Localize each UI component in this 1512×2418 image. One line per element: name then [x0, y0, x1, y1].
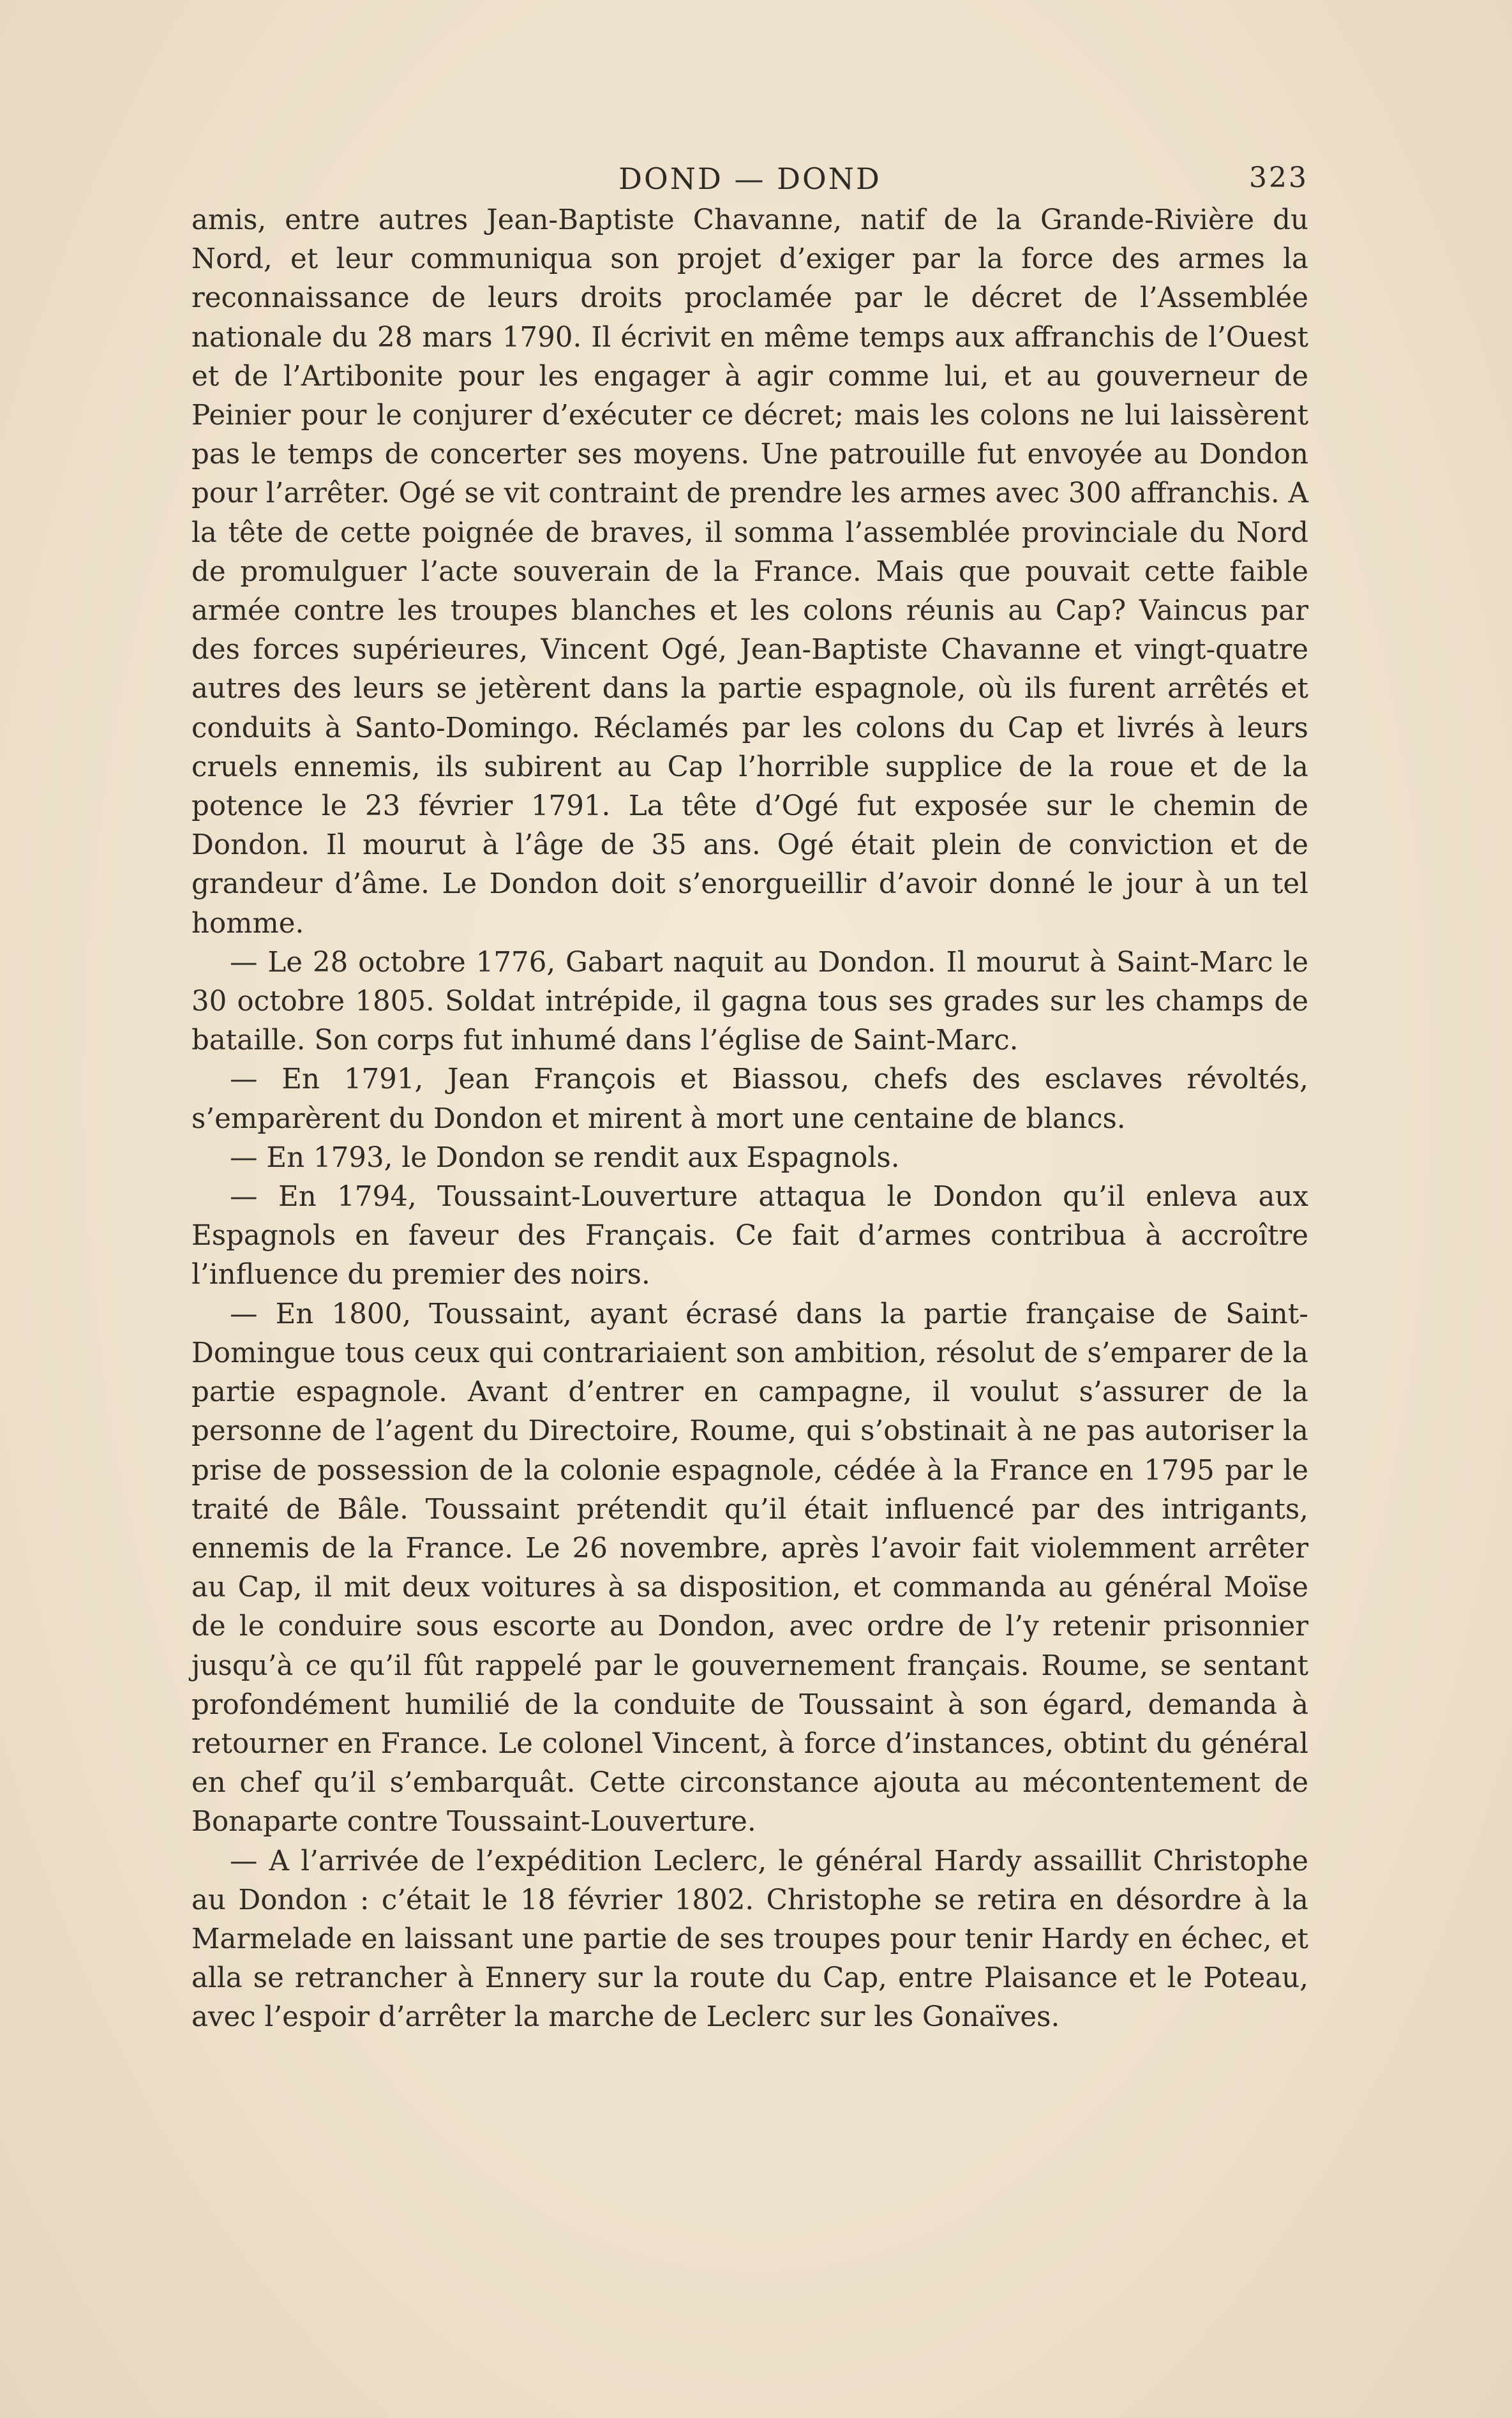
page-text-block	[191, 150, 1308, 2038]
paragraph-1802-leclerc: — A l’arrivée de l’expédition Leclerc, le général Hardy assaillit Christophe au Dondon : c’était le 18 février 1802. Christophe se retira en désordre à la Marmelade en laissant une partie de ses troupes pour tenir Hardy en échec, et alla se retrancher à Ennery sur la route du Cap, entre Plaisance et le Poteau, avec l’espoir d’arrêter la marche de Leclerc sur les Gonaïves.	[191, 1845, 1308, 2034]
paragraph-1793-spanish: — En 1793, le Dondon se rendit aux Espagnols.	[230, 1141, 900, 1174]
paragraph-gabart-1776: — Le 28 octobre 1776, Gabart naquit au Dondon. Il mourut à Saint-Marc le 30 octobre 1805. Soldat intrépide, il gagna tous ses grades sur les champs de bataille. Son corps fut inhumé dans l’église de Saint-Marc.	[191, 946, 1308, 1057]
page-number: 323	[1249, 161, 1308, 194]
paragraph-oge-continuation: amis, entre autres Jean-Baptiste Chavanne, natif de la Grande-Rivière du Nord, et leur communiqua son projet d’exiger par la force des armes la reconnaissance de leurs droits proclamée par le décret de l’Assemblée nationale du 28 mars 1790. Il écrivit en même temps aux affranchis de l’Ouest et de l’Artibonite pour les engager à agir comme lui, et au gouverneur de Peinier pour le conjurer d’exécuter ce décret; mais les colons ne lui laissèrent pas le temps de concerter ses moyens. Une patrouille fut envoyée au Dondon pour l’arrêter. Ogé se vit contraint de prendre les armes avec 300 affranchis. A la tête de cette poignée de braves, il somma l’assemblée provinciale du Nord de promulguer l’acte souverain de la France. Mais que pouvait cette faible armée contre les troupes blanches et les colons réunis au Cap? Vaincus par des forces supérieures, Vincent Ogé, Jean-Baptiste Chavanne et vingt-quatre autres des leurs se jetèrent dans la partie espagnole, où ils furent arrêtés et conduits à Santo-Domingo. Réclamés par les colons du Cap et livrés à leurs cruels ennemis, ils subirent au Cap l’horrible supplice de la roue et de la potence le 23 février 1791. La tête d’Ogé fut exposée sur le chemin de Dondon. Il mourut à l’âge de 35 ans. Ogé était plein de conviction et de grandeur d’âme. Le Dondon doit s’enorgueillir d’avoir donné le jour à un tel homme.	[191, 204, 1308, 940]
paragraph-1800-roume: — En 1800, Toussaint, ayant écrasé dans la partie française de Saint-Domingue tous ceux qui contrariaient son ambition, résolut de s’emparer de la partie espagnole. Avant d’entrer en campagne, il voulut s’assurer de la personne de l’agent du Directoire, Roume, qui s’obstinait à ne pas autoriser la prise de possession de la colonie espagnole, cédée à la France en 1795 par le traité de Bâle. Toussaint prétendit qu’il était influencé par des intrigants, ennemis de la France. Le 26 novembre, après l’avoir fait violemment arrêter au Cap, il mit deux voitures à sa disposition, et commanda au général Moïse de le conduire sous escorte au Dondon, avec ordre de l’y retenir prisonnier jusqu’à ce qu’il fût rappelé par le gouvernement français. Roume, se sentant profondément humilié de la conduite de Toussaint à son égard, demanda à retourner en France. Le colonel Vincent, à force d’instances, obtint du général en chef qu’il s’embarquât. Cette circonstance ajouta au mécontentement de Bonaparte contre Toussaint-Louverture.	[191, 1298, 1308, 1838]
running-head	[191, 150, 1308, 201]
paragraph-1794-toussaint: — En 1794, Toussaint-Louverture attaqua le Dondon qu’il enleva aux Espagnols en faveur des Français. Ce fait d’armes contribua à accroître l’influence du premier des noirs.	[191, 1181, 1308, 1291]
running-head-title: DOND — DOND	[618, 161, 881, 196]
paragraph-1791-revolt: — En 1791, Jean François et Biassou, chefs des esclaves révoltés, s’emparèrent du Dondon et mirent à mort une centaine de blancs.	[191, 1063, 1308, 1135]
